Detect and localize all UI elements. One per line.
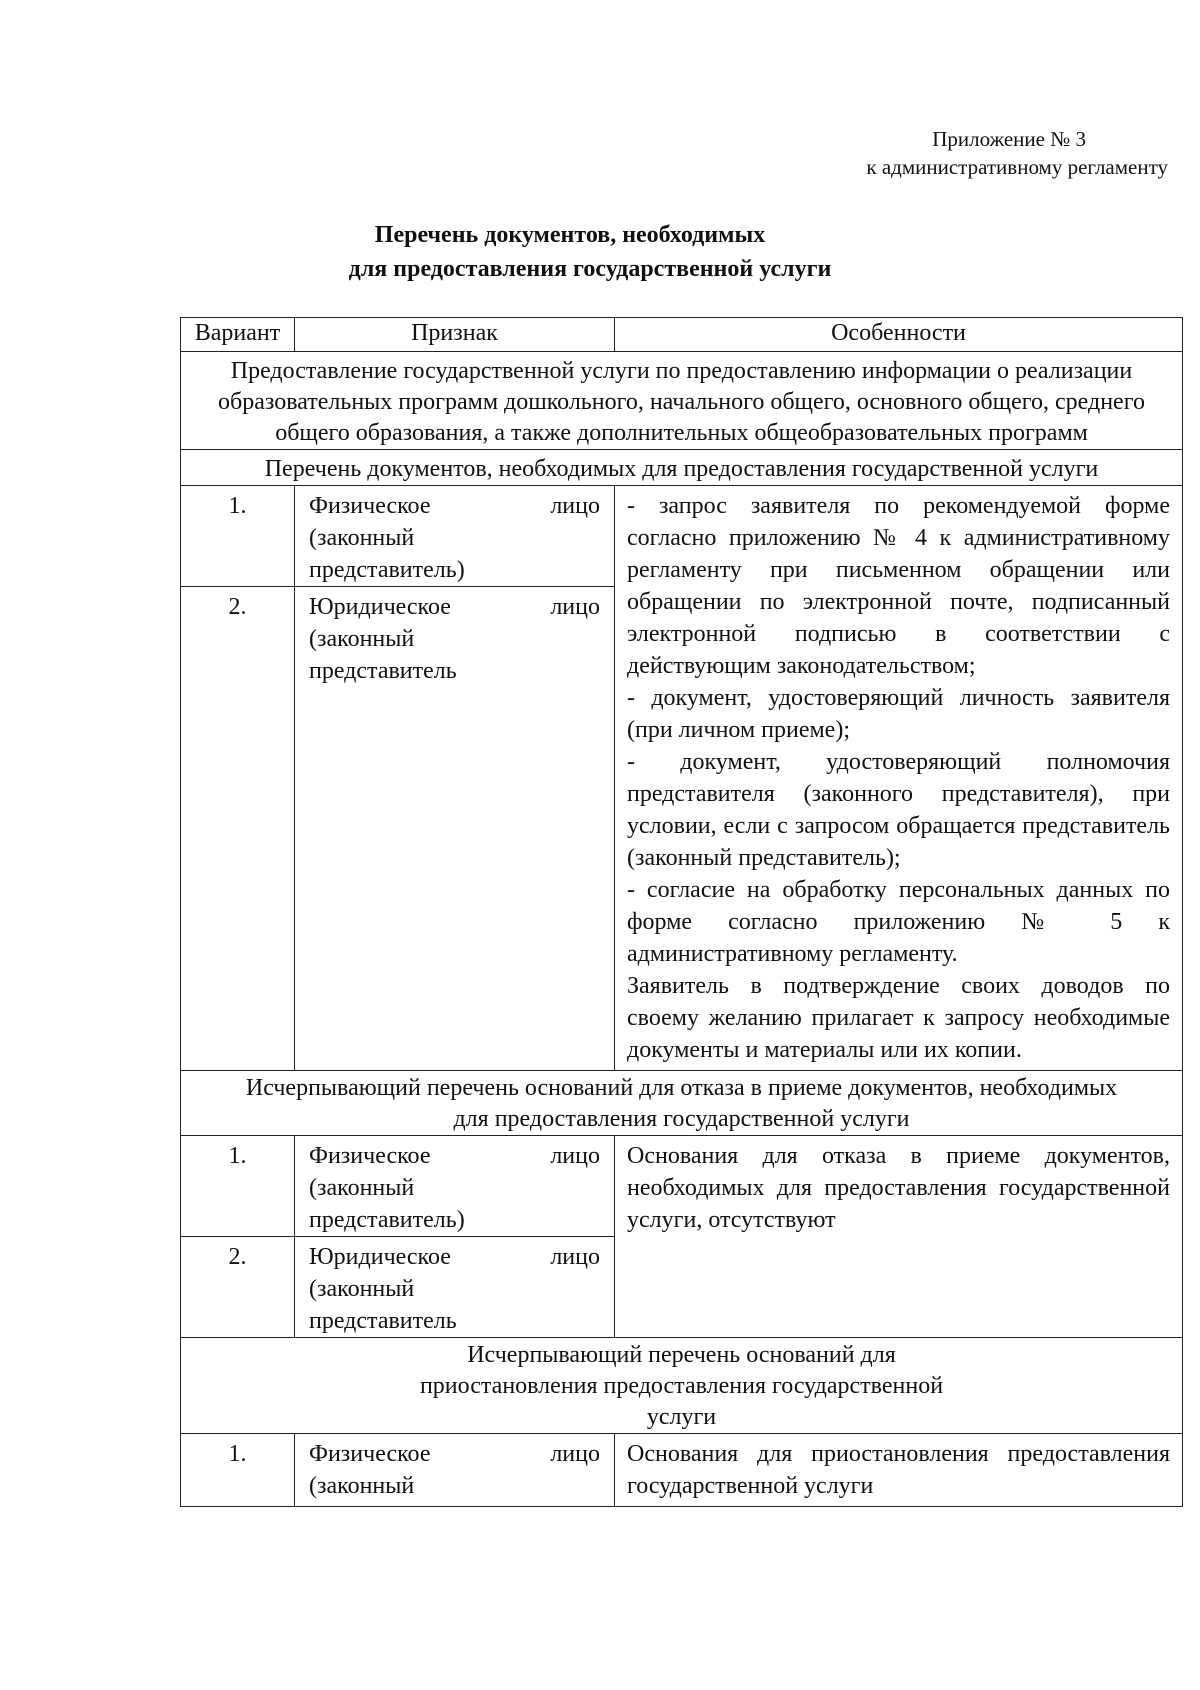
features-cell (615, 1136, 1183, 1338)
section-row (181, 1071, 1183, 1136)
appendix-reference: к административному регламенту (866, 155, 1168, 179)
document-title-line-2: для предоставления государственной услуги (348, 256, 832, 282)
sign-type-noun: лицо (550, 493, 600, 519)
sign-cell (295, 1237, 615, 1338)
sign-type-noun: лицо (550, 1143, 600, 1169)
section-row (181, 450, 1183, 486)
document-title-line-1: Перечень документов, необходимых (374, 222, 766, 248)
variant-number: 1. (181, 486, 295, 587)
sign-type-noun: лицо (550, 594, 600, 620)
section-row (181, 1338, 1183, 1434)
feature-item: - согласие на обработку персональных данных по форме согласно приложению № 5 к административному регламенту. (627, 877, 1170, 967)
suspension-feature: Основания для приостановления предоставления государственной услуги (627, 1441, 1170, 1499)
section-service-title: Предоставление государственной услуги по предоставлению информации о реализации образовательных программ дошкольного, начального общего, основного общего, среднего общего образования, а также дополнительных общеобразовательных программ (181, 352, 1183, 450)
sign-type: Юридическое (309, 1244, 451, 1270)
sign-type-noun: лицо (550, 1441, 600, 1467)
section-refusal-title: Исчерпывающий перечень оснований для отказа в приеме документов, необходимых для предоставления государственной услуги (181, 1071, 1183, 1136)
refusal-feature: Основания для отказа в приеме документов, необходимых для предоставления государственной услуги, отсутствуют (627, 1143, 1170, 1233)
table-row (181, 1136, 1183, 1237)
header-variant: Вариант (181, 318, 295, 352)
header-sign: Признак (295, 318, 615, 352)
documents-table (180, 317, 1183, 1507)
sign-type: Юридическое (309, 594, 451, 620)
variant-number: 2. (181, 587, 295, 1071)
sign-rest: (законный представитель) (309, 1175, 465, 1233)
section-documents-title: Перечень документов, необходимых для предоставления государственной услуги (181, 450, 1183, 486)
features-cell (615, 486, 1183, 1071)
feature-item: - запрос заявителя по рекомендуемой форме согласно приложению № 4 к административному регламенту при письменном обращении или обращении по электронной почте, подписанный электронной подписью в соответствии с действующим законодательством; (627, 493, 1170, 679)
sign-cell (295, 1434, 615, 1507)
sign-rest: (законный (309, 1473, 415, 1499)
variant-number: 2. (181, 1237, 295, 1338)
feature-item: - документ, удостоверяющий полномочия представителя (законного представителя), при условии, если с запросом обращается представитель (законный представитель); (627, 749, 1170, 871)
features-cell (615, 1434, 1183, 1507)
sign-cell (295, 486, 615, 587)
sign-rest: (законный представитель (309, 1276, 457, 1334)
sign-type: Физическое (309, 493, 431, 519)
header-features: Особенности (615, 318, 1183, 352)
sign-type-noun: лицо (550, 1244, 600, 1270)
sign-type: Физическое (309, 1441, 431, 1467)
variant-number: 1. (181, 1136, 295, 1237)
table-row (181, 1434, 1183, 1507)
appendix-number: Приложение № 3 (932, 127, 1086, 151)
section-suspension-title: Исчерпывающий перечень оснований для приостановления предоставления государственной услуги (181, 1338, 1183, 1434)
sign-cell (295, 587, 615, 1071)
feature-item: Заявитель в подтверждение своих доводов по своему желанию прилагает к запросу необходимые документы и материалы или их копии. (627, 973, 1170, 1063)
table-header-row (181, 318, 1183, 352)
sign-rest: (законный представитель (309, 626, 457, 684)
sign-rest: (законный представитель) (309, 525, 465, 583)
feature-item: - документ, удостоверяющий личность заявителя (при личном приеме); (627, 685, 1170, 743)
sign-cell (295, 1136, 615, 1237)
table-row (181, 486, 1183, 587)
variant-number: 1. (181, 1434, 295, 1507)
sign-type: Физическое (309, 1143, 431, 1169)
section-row (181, 352, 1183, 450)
